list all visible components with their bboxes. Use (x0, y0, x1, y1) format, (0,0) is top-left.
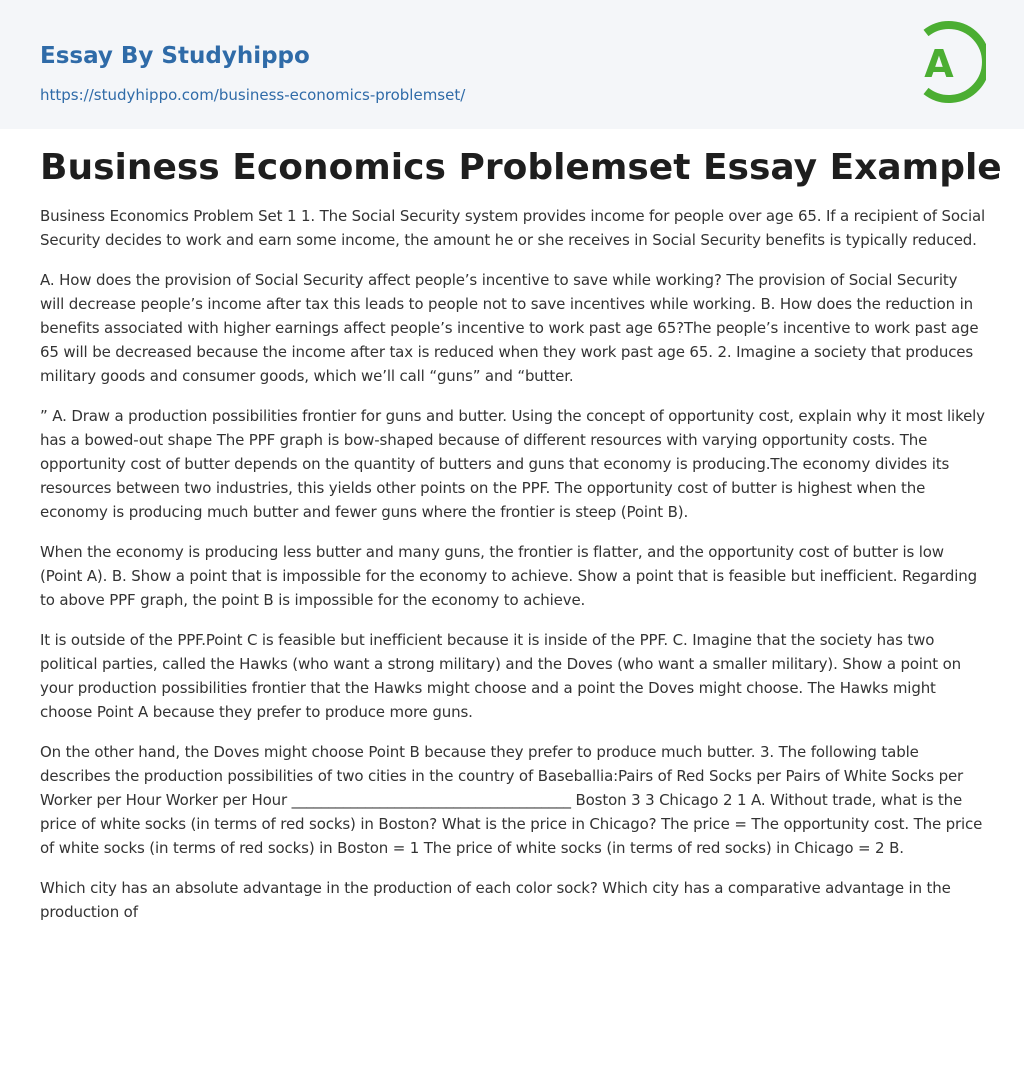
article-paragraph-4: When the economy is producing less butter and many guns, the frontier is flatter, and the opportunity cost of butter is low (Point A). B. Show a point that is impossible for the economy to achieve. Show a point that is feasible but inefficient. Regarding to above PPF graph, the point B is impossible for the economy to achieve. (40, 543, 977, 609)
page-title: Business Economics Problemset Essay Example (40, 147, 1002, 188)
article-paragraph-3: ” A. Draw a production possibilities frontier for guns and butter. Using the concept of opportunity cost, explain why it most likely has a bowed-out shape The PPF graph is bow-shaped because of different resources with varying opportunity costs. The opportunity cost of butter depends on the quantity of butters and guns that economy is producing.The economy divides its resources between two industries, this yields other points on the PPF. The opportunity cost of butter is highest when the economy is producing much butter and fewer guns where the frontier is steep (Point B). (40, 407, 985, 521)
article-paragraph-6: On the other hand, the Doves might choose Point B because they prefer to produce much butter. 3. The following table describes the production possibilities of two cities in the country of Baseballia:Pairs of Red Socks per Pairs of White Socks per Worker per Hour Worker per Hour ______________________________________ Boston 3 3 Chicago 2 1 A. Without trade, what is the price of white socks (in terms of red socks) in Boston? What is the price in Chicago? The price = The opportunity cost. The price of white socks (in terms of red socks) in Boston = 1 The price of white socks (in terms of red socks) in Chicago = 2 B. (40, 743, 983, 857)
brand-title: Essay By Studyhippo (40, 43, 310, 69)
article-paragraph-7: Which city has an absolute advantage in the production of each color sock? Which city has a comparative advantage in the production of (40, 879, 951, 921)
article-body (40, 142, 1002, 940)
article-paragraph-1: Business Economics Problem Set 1 1. The Social Security system provides income for people over age 65. If a recipient of Social Security decides to work and earn some income, the amount he or she receives in Social Security benefits is typically reduced. (40, 207, 986, 249)
source-url-link[interactable]: https://studyhippo.com/business-economics-problemset/ (40, 86, 466, 104)
article-paragraph-2: A. How does the provision of Social Security affect people’s incentive to save while working? The provision of Social Security will decrease people’s income after tax this leads to people not to save incentives while working. B. How does the reduction in benefits associated with higher earnings affect people’s incentive to work past age 65?The people’s incentive to work past age 65 will be decreased because the income after tax is reduced when they work past age 65. 2. Imagine a society that produces military goods and consumer goods, which we’ll call “guns” and “butter. (40, 271, 979, 385)
logo-letter: A (924, 42, 954, 86)
article-paragraph-5: It is outside of the PPF.Point C is feasible but inefficient because it is inside of the PPF. C. Imagine that the society has two political parties, called the Hawks (who want a strong military) and the Doves (who want a smaller military). Show a point on your production possibilities frontier that the Hawks might choose and a point the Doves might choose. The Hawks might choose Point A because they prefer to produce more guns. (40, 631, 961, 721)
studyhippo-logo-icon[interactable] (912, 19, 986, 105)
site-header (0, 0, 1024, 129)
